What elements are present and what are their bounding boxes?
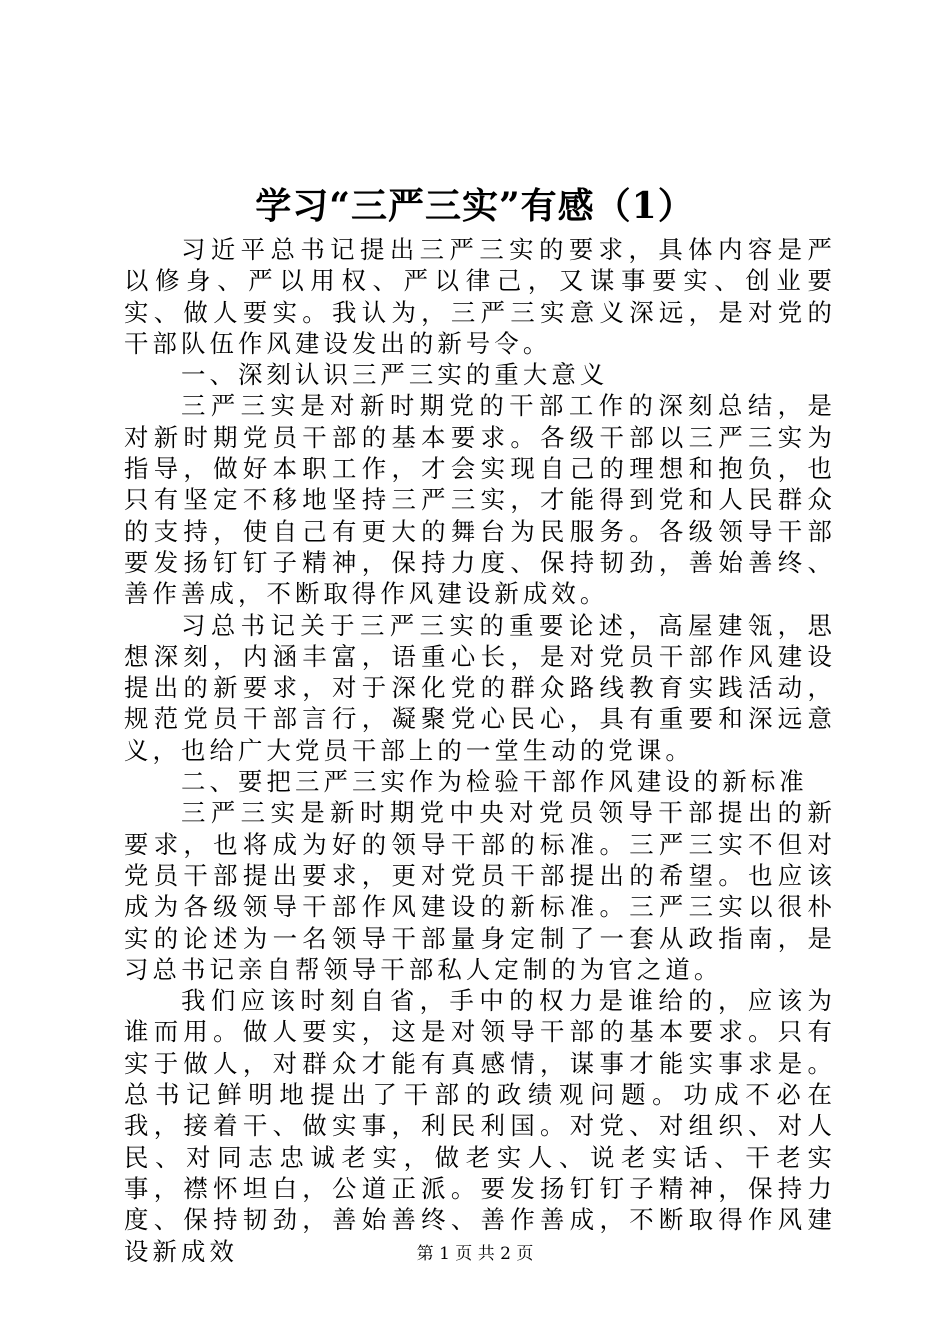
section-heading-2: 二、要把三严三实作为检验干部作风建设的新标准 [181,767,808,797]
document-body [124,234,836,1267]
section-heading-1: 一、深刻认识三严三实的重大意义 [181,360,609,390]
paragraph-intro: 习近平总书记提出三严三实的要求，具体内容是严以修身、严以用权、严以律己，又谋事要实、创业要实、做人要实。我认为，三严三实意义深远，是对党的干部队伍作风建设发出的新号令。 [124,235,836,358]
paragraph-significance: 三严三实是对新时期党的干部工作的深刻总结，是对新时期党员干部的基本要求。各级干部以三严三实为指导，做好本职工作，才会实现自己的理想和抱负，也只有坚定不移地坚持三严三实，才能得到党和人民群众的支持，使自己有更大的舞台为民服务。各级领导干部要发扬钉钉子精神，保持力度、保持韧劲，善始善终、善作善成，不断取得作风建设新成效。 [124,391,836,609]
page-number-footer: 第 1 页 共 2 页 [416,1244,534,1264]
paragraph-important-discourse: 习总书记关于三严三实的重要论述，高屋建瓴，思想深刻，内涵丰富，语重心长，是对党员干部作风建设提出的新要求，对于深化党的群众路线教育实践活动，规范党员干部言行，凝聚党心民心，具有重要和深远意义，也给广大党员干部上的一堂生动的党课。 [124,610,836,765]
paragraph-self-reflection: 我们应该时刻自省，手中的权力是谁给的，应该为谁而用。做人要实，这是对领导干部的基本要求。只有实于做人，对群众才能有真感情，谋事才能实事求是。总书记鲜明地提出了干部的政绩观问题。功成不必在我，接着干、做实事，利民利国。对党、对组织、对人民、对同志忠诚老实，做老实人、说老实话、干老实事，襟怀坦白，公道正派。要发扬钉钉子精神，保持力度、保持韧劲，善始善终、善作善成，不断取得作风建设新成效 [124,986,836,1266]
paragraph-new-standard: 三严三实是新时期党中央对党员领导干部提出的新要求，也将成为好的领导干部的标准。三严三实不但对党员干部提出要求，更对党员干部提出的希望。也应该成为各级领导干部作风建设的新标准。三严三实以很朴实的论述为一名领导干部量身定制了一套从政指南，是习总书记亲自帮领导干部私人定制的为官之道。 [124,798,836,984]
document-title: 学习“三严三实”有感（1） [255,185,695,227]
